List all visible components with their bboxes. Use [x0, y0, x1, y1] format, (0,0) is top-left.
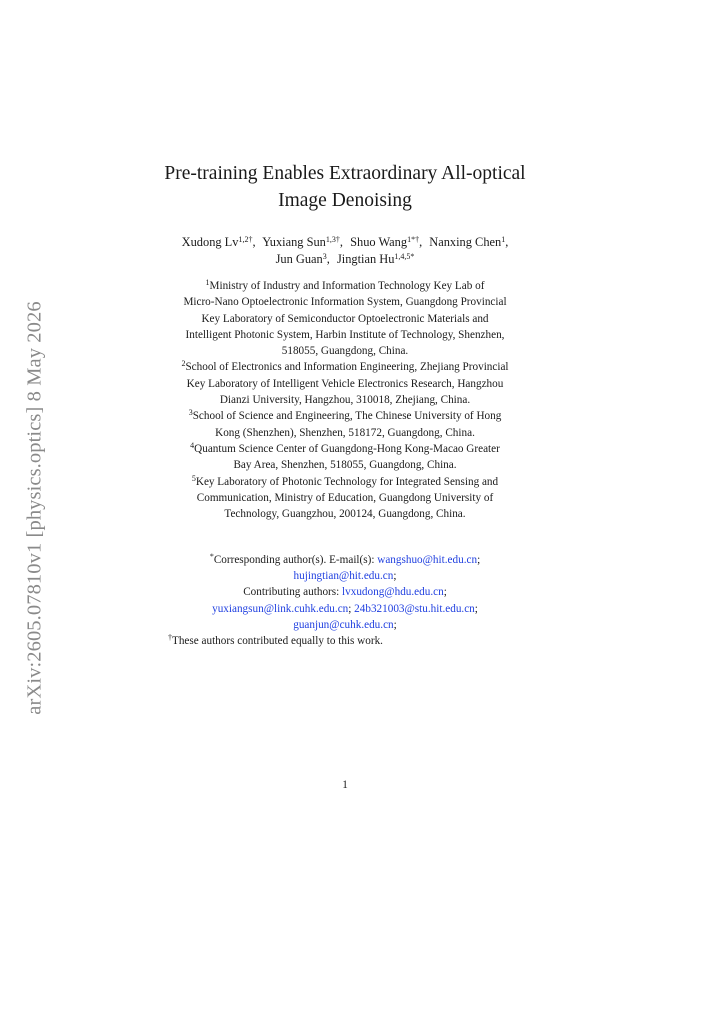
affiliation-3	[100, 408, 590, 441]
author-affil-sup: 3	[322, 251, 327, 261]
author-nanxing-chen	[429, 235, 505, 249]
equal-contribution-text: These authors contributed equally to this work.	[172, 635, 383, 648]
affiliation-5	[100, 474, 590, 523]
affiliation-list	[100, 278, 590, 522]
correspondence-block	[100, 552, 590, 649]
author-name: Jun Guan	[275, 251, 323, 266]
author-jun-guan	[276, 252, 327, 266]
affiliation-text: Micro-Nano Optoelectronic Information System, Guangdong Provincial	[183, 296, 507, 309]
affiliation-number: 5	[191, 473, 196, 483]
contributing-authors-line: Contributing authors: lvxudong@hdu.edu.cn;	[243, 586, 447, 599]
affiliation-text: Intelligent Photonic System, Harbin Institute of Technology, Shenzhen,	[185, 328, 505, 341]
author-shuo-wang	[350, 235, 419, 249]
affiliation-text: Dianzi University, Hangzhou, 310018, Zhejiang, China.	[219, 394, 471, 407]
title-line-1: Pre-training Enables Extraordinary All-optical	[164, 163, 526, 184]
corresponding-label: Corresponding author(s). E-mail(s):	[213, 554, 378, 566]
contributing-label: Contributing authors:	[243, 586, 343, 599]
affiliation-text: Key Laboratory of Semiconductor Optoelectronic Materials and	[201, 312, 489, 325]
arxiv-identifier: arXiv:2605.07810v1 [physics.optics] 8 May 2026	[23, 301, 46, 715]
author-name: Jingtian Hu	[336, 251, 395, 266]
email-link-hujingtian[interactable]: hujingtian@hit.edu.cn	[293, 570, 394, 583]
affiliation-number: 4	[190, 440, 195, 450]
author-xudong-lv	[182, 235, 253, 249]
affiliation-text: Quantum Science Center of Guangdong-Hong Kong-Macao Greater	[194, 442, 500, 455]
affiliation-text: Communication, Ministry of Education, Guangdong University of	[196, 491, 494, 504]
affiliation-text: Key Laboratory of Photonic Technology for Integrated Sensing and	[195, 475, 499, 488]
paper-title	[100, 160, 590, 214]
author-name: Shuo Wang	[350, 235, 408, 249]
affiliation-text: Kong (Shenzhen), Shenzhen, 518172, Guangdong, China.	[215, 426, 475, 439]
affiliation-number: 3	[188, 408, 193, 418]
affiliation-text: Technology, Guangzhou, 200124, Guangdong, China.	[224, 508, 466, 521]
author-name: Nanxing Chen	[429, 235, 502, 249]
affiliation-text: School of Science and Engineering, The Chinese University of Hong	[192, 410, 502, 423]
author-affil-sup: 1,2†	[238, 235, 253, 244]
contributing-authors-line-3: guanjun@cuhk.edu.cn;	[293, 618, 397, 631]
email-link-guanjun[interactable]: guanjun@cuhk.edu.cn	[293, 618, 394, 631]
corresponding-authors-line: *Corresponding author(s). E-mail(s): wangshuo@hit.edu.cn;	[209, 552, 481, 566]
author-affil-sup: 1*†	[407, 235, 420, 244]
dagger-marker: †	[168, 633, 172, 643]
affiliation-2	[100, 359, 590, 408]
asterisk-marker: *	[209, 552, 214, 561]
affiliation-1	[100, 278, 590, 359]
author-affil-sup: 1	[501, 235, 506, 244]
affiliation-text: School of Electronics and Information Engineering, Zhejiang Provincial	[185, 361, 509, 374]
title-line-2: Image Denoising	[278, 190, 412, 211]
affiliation-text: 518055, Guangdong, China.	[281, 345, 409, 358]
author-jingtian-hu	[337, 252, 414, 266]
affiliation-text: Ministry of Industry and Information Technology Key Lab of	[209, 280, 485, 292]
email-link-lvxudong[interactable]: lvxudong@hdu.edu.cn	[342, 586, 444, 599]
author-line-2: Jun Guan$^3$, Jingtian $Hu^{1,4,5*}$	[275, 251, 415, 266]
equal-contribution-note	[100, 633, 590, 649]
affiliation-4	[100, 441, 590, 474]
email-link-wangshuo[interactable]: wangshuo@hit.edu.cn	[377, 554, 478, 566]
email-link-yuxiangsun[interactable]: yuxiangsun@link.cuhk.edu.cn	[212, 602, 349, 615]
contributing-authors-line-2: yuxiangsun@link.cuhk.edu.cn; 24b321003@stu.hit.edu.cn;	[212, 602, 478, 615]
author-name: Yuxiang Sun	[262, 235, 326, 249]
author-yuxiang-sun	[262, 235, 340, 249]
author-list	[100, 234, 590, 267]
corresponding-authors-line-2: hujingtian@hit.edu.cn;	[293, 570, 397, 583]
affiliation-text: Bay Area, Shenzhen, 518055, Guangdong, China.	[233, 459, 457, 472]
affiliation-number: 2	[181, 359, 186, 369]
affiliation-text: Key Laboratory of Intelligent Vehicle Electronics Research, Hangzhou	[186, 377, 504, 390]
author-affil-sup: 1,4,5*	[394, 251, 415, 261]
email-link-24b321003[interactable]: 24b321003@stu.hit.edu.cn	[354, 602, 475, 615]
affiliation-number: 1	[205, 278, 210, 287]
author-line-1: Xudong $Lv^{1,2\dagger}$, Yuxiang Sun$^{1,3\dagger}$, Shuo Wang$^{1*\dagger}$, Nanxing Chen$^1$,	[181, 235, 509, 249]
author-affil-sup: 1,3†	[325, 235, 340, 244]
page-number: 1	[342, 779, 348, 791]
author-name: Xudong Lv	[181, 235, 239, 249]
